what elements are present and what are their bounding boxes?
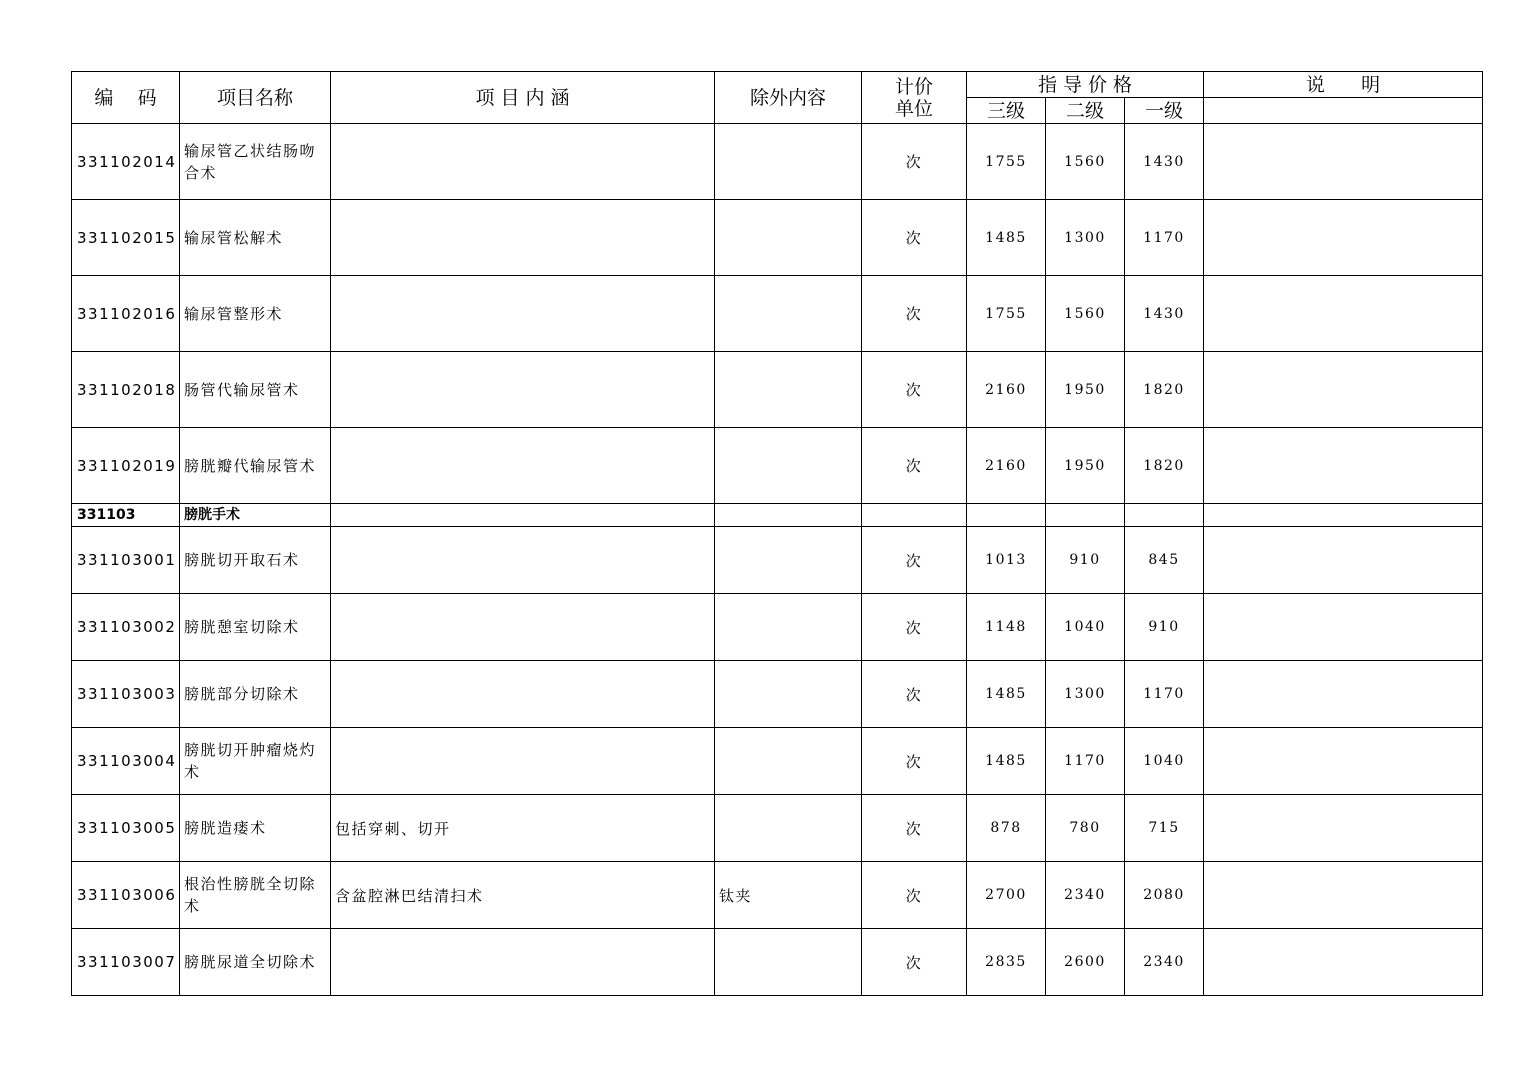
row-notes <box>1204 124 1483 200</box>
header-level3: 三级 <box>967 98 1046 124</box>
row-exclusions <box>715 428 862 504</box>
row-exclusions <box>715 276 862 352</box>
row-name: 肠管代输尿管术 <box>180 352 331 428</box>
row-name: 膀胱切开肿瘤烧灼术 <box>180 728 331 795</box>
row-content: 包括穿刺、切开 <box>331 795 715 862</box>
row-price-level1: 1820 <box>1125 428 1204 504</box>
row-notes <box>1204 862 1483 929</box>
header-level1: 一级 <box>1125 98 1204 124</box>
row-price-level1: 2340 <box>1125 929 1204 996</box>
row-unit: 次 <box>862 352 967 428</box>
header-level2: 二级 <box>1046 98 1125 124</box>
row-code: 331102019 <box>72 428 180 504</box>
row-exclusions <box>715 527 862 594</box>
row-price-level3: 2700 <box>967 862 1046 929</box>
row-name: 根治性膀胱全切除术 <box>180 862 331 929</box>
row-price-level2: 2600 <box>1046 929 1125 996</box>
row-name: 输尿管松解术 <box>180 200 331 276</box>
row-price-level1: 715 <box>1125 795 1204 862</box>
row-content <box>331 352 715 428</box>
row-price-level3: 1755 <box>967 124 1046 200</box>
row-price-level2: 1950 <box>1046 352 1125 428</box>
row-content: 含盆腔淋巴结清扫术 <box>331 862 715 929</box>
row-code: 331103005 <box>72 795 180 862</box>
row-price-level2: 910 <box>1046 527 1125 594</box>
table-row <box>72 527 1483 594</box>
row-notes <box>1204 795 1483 862</box>
header-notes-blank <box>1204 98 1483 124</box>
row-code: 331103003 <box>72 661 180 728</box>
header-price-group: 指 导 价 格 <box>967 72 1204 98</box>
row-name: 输尿管整形术 <box>180 276 331 352</box>
row-unit: 次 <box>862 929 967 996</box>
table-row <box>72 661 1483 728</box>
row-price-level1: 1820 <box>1125 352 1204 428</box>
row-exclusions <box>715 728 862 795</box>
table-row <box>72 428 1483 504</box>
row-unit: 次 <box>862 200 967 276</box>
row-notes <box>1204 200 1483 276</box>
row-notes <box>1204 728 1483 795</box>
table-row <box>72 594 1483 661</box>
table-row <box>72 200 1483 276</box>
row-price-level2: 1560 <box>1046 276 1125 352</box>
row-name: 膀胱切开取石术 <box>180 527 331 594</box>
table-row <box>72 124 1483 200</box>
row-code: 331102018 <box>72 352 180 428</box>
row-price-level1: 1170 <box>1125 661 1204 728</box>
row-code: 331102016 <box>72 276 180 352</box>
row-price-level2: 1560 <box>1046 124 1125 200</box>
table-row <box>72 795 1483 862</box>
section-row <box>72 504 1483 527</box>
row-exclusions <box>715 795 862 862</box>
row-notes <box>1204 661 1483 728</box>
section-code: 331103 <box>72 504 180 527</box>
row-price-level1: 910 <box>1125 594 1204 661</box>
row-unit: 次 <box>862 428 967 504</box>
row-name: 膀胱部分切除术 <box>180 661 331 728</box>
row-content <box>331 728 715 795</box>
row-notes <box>1204 276 1483 352</box>
header-name: 项目名称 <box>180 72 331 124</box>
row-code: 331103002 <box>72 594 180 661</box>
row-price-level2: 2340 <box>1046 862 1125 929</box>
row-code: 331103001 <box>72 527 180 594</box>
row-unit: 次 <box>862 594 967 661</box>
table-row <box>72 276 1483 352</box>
row-price-level2: 1950 <box>1046 428 1125 504</box>
row-exclusions <box>715 929 862 996</box>
row-price-level3: 1148 <box>967 594 1046 661</box>
row-unit: 次 <box>862 728 967 795</box>
row-unit: 次 <box>862 527 967 594</box>
row-exclusions <box>715 200 862 276</box>
row-price-level3: 2835 <box>967 929 1046 996</box>
row-price-level1: 1430 <box>1125 276 1204 352</box>
row-price-level3: 1485 <box>967 661 1046 728</box>
row-content <box>331 929 715 996</box>
row-price-level1: 1430 <box>1125 124 1204 200</box>
row-code: 331103007 <box>72 929 180 996</box>
row-price-level3: 878 <box>967 795 1046 862</box>
header-content: 项 目 内 涵 <box>331 72 715 124</box>
row-price-level2: 1170 <box>1046 728 1125 795</box>
row-notes <box>1204 352 1483 428</box>
row-exclusions: 钛夹 <box>715 862 862 929</box>
row-name: 膀胱瓣代输尿管术 <box>180 428 331 504</box>
row-exclusions <box>715 124 862 200</box>
row-price-level2: 1300 <box>1046 661 1125 728</box>
header-notes: 说 明 <box>1204 72 1483 98</box>
row-price-level1: 1040 <box>1125 728 1204 795</box>
price-table <box>71 71 1483 996</box>
row-exclusions <box>715 661 862 728</box>
row-price-level3: 2160 <box>967 428 1046 504</box>
row-exclusions <box>715 594 862 661</box>
row-content <box>331 276 715 352</box>
row-price-level2: 780 <box>1046 795 1125 862</box>
row-notes <box>1204 929 1483 996</box>
row-name: 膀胱造瘘术 <box>180 795 331 862</box>
row-code: 331103006 <box>72 862 180 929</box>
row-unit: 次 <box>862 795 967 862</box>
row-content <box>331 594 715 661</box>
table-row <box>72 862 1483 929</box>
row-price-level1: 845 <box>1125 527 1204 594</box>
row-name: 膀胱尿道全切除术 <box>180 929 331 996</box>
header-unit: 计价 单位 <box>862 72 967 124</box>
row-price-level2: 1040 <box>1046 594 1125 661</box>
row-unit: 次 <box>862 124 967 200</box>
row-code: 331102015 <box>72 200 180 276</box>
row-unit: 次 <box>862 862 967 929</box>
table-row <box>72 352 1483 428</box>
row-content <box>331 661 715 728</box>
row-content <box>331 124 715 200</box>
row-price-level2: 1300 <box>1046 200 1125 276</box>
row-content <box>331 428 715 504</box>
header-exclusions: 除外内容 <box>715 72 862 124</box>
row-code: 331103004 <box>72 728 180 795</box>
row-exclusions <box>715 352 862 428</box>
table-row <box>72 929 1483 996</box>
row-content <box>331 527 715 594</box>
header-code: 编 码 <box>72 72 180 124</box>
row-price-level1: 2080 <box>1125 862 1204 929</box>
row-price-level3: 1485 <box>967 728 1046 795</box>
row-name: 膀胱憩室切除术 <box>180 594 331 661</box>
row-notes <box>1204 527 1483 594</box>
row-unit: 次 <box>862 661 967 728</box>
row-notes <box>1204 428 1483 504</box>
row-unit: 次 <box>862 276 967 352</box>
row-price-level3: 1755 <box>967 276 1046 352</box>
row-code: 331102014 <box>72 124 180 200</box>
table-row <box>72 728 1483 795</box>
row-notes <box>1204 594 1483 661</box>
row-content <box>331 200 715 276</box>
row-price-level3: 1485 <box>967 200 1046 276</box>
row-price-level3: 2160 <box>967 352 1046 428</box>
row-name: 输尿管乙状结肠吻合术 <box>180 124 331 200</box>
row-price-level3: 1013 <box>967 527 1046 594</box>
section-name: 膀胱手术 <box>180 504 331 527</box>
row-price-level1: 1170 <box>1125 200 1204 276</box>
